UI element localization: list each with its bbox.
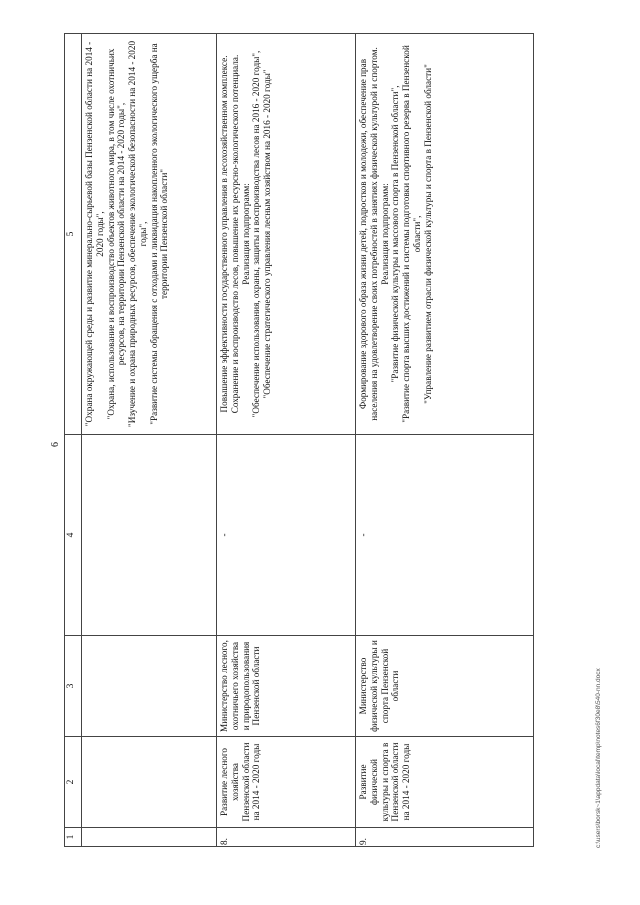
program-goals [217, 34, 356, 435]
row-number [82, 828, 217, 847]
header-col-2: 2 [65, 737, 82, 828]
responsible-ministry: Министерство лесного, охотничьего хозяйства и природопользования Пензенской области [217, 636, 356, 737]
footer-file-path: c:\users\borsk~1\appdata\local\temp\notes6f30e8\540-nn.docx [595, 668, 602, 848]
table-row [82, 34, 217, 847]
program-name [82, 737, 217, 828]
program-name: Развитие лесного хозяйства Пензенской области на 2014 - 2020 годы [217, 737, 356, 828]
goal-line: "Охрана окружающей среды и развитие минерально-сырьевой базы Пензенской области на 2014 - 2020 годы", [84, 41, 105, 427]
page-number: 6 [50, 442, 61, 447]
table-header-row [65, 34, 82, 847]
program-name: Развитие физической культуры и спорта в Пензенской области на 2014 - 2020 годы [356, 737, 534, 828]
goal-line: "Развитие физической культуры и массового спорта в Пензенской области", [390, 85, 401, 383]
header-col-1: 1 [65, 828, 82, 847]
col4-value [82, 435, 217, 636]
row-number: 9. [356, 828, 534, 847]
goal-line: "Развитие спорта высших достижений и системы подготовки спортивного резерва в Пензенской области", [401, 45, 422, 423]
programs-table [64, 33, 534, 847]
goal-line: Формирование здорового образа жизни детей, подростков и молодежи, обеспечение прав населения на удовлетворение своих потребностей в занятиях физической культурой и спортом. [358, 47, 379, 421]
table-row [217, 34, 356, 847]
goal-line: "Охрана, использование и воспроизводство объектов животного мира, в том числе охотничьих ресурсов, на территории Пензенской области на 2014 - 2020 годы", [105, 48, 127, 420]
col4-value: - [217, 435, 356, 636]
goal-line: Реализация подпрограмм: [240, 183, 251, 285]
row-number: 8. [217, 828, 356, 847]
goal-line: Повышение эффективности государственного управления в лесохозяйственном комплексе. [219, 55, 229, 413]
goal-line: "Управление развитием отрасли физической культуры и спорта в Пензенской области" [422, 64, 433, 404]
header-col-5: 5 [65, 34, 82, 435]
goal-line: "Обеспечение использования, охраны, защиты и воспроизводства лесов на 2016 - 2020 годы", [251, 50, 262, 418]
goal-line: Сохранение и воспроизводство лесов, повышение их ресурсно-экологического потенциала. [229, 54, 240, 414]
responsible-ministry: Министерство физической культуры и спорта Пензенской области [356, 636, 534, 737]
program-goals [82, 34, 217, 435]
goal-line: Реализация подпрограмм: [379, 183, 390, 285]
col4-value: - [356, 435, 534, 636]
goal-line: "Обеспечение стратегического управления лесным хозяйством на 2016 - 2020 годы" [262, 69, 273, 399]
table-row [356, 34, 534, 847]
goal-line: "Развитие системы обращения с отходами и ликвидация накопленного экологического ущерба на территории Пензенской области" [148, 43, 170, 425]
goal-line: "Изучение и охрана природных ресурсов, обеспечение экологической безопасности на 2014 - 2020 годы", [127, 40, 148, 428]
rotated-table-container [64, 33, 589, 847]
responsible-ministry [82, 636, 217, 737]
header-col-4: 4 [65, 435, 82, 636]
program-goals [356, 34, 534, 435]
header-col-3: 3 [65, 636, 82, 737]
